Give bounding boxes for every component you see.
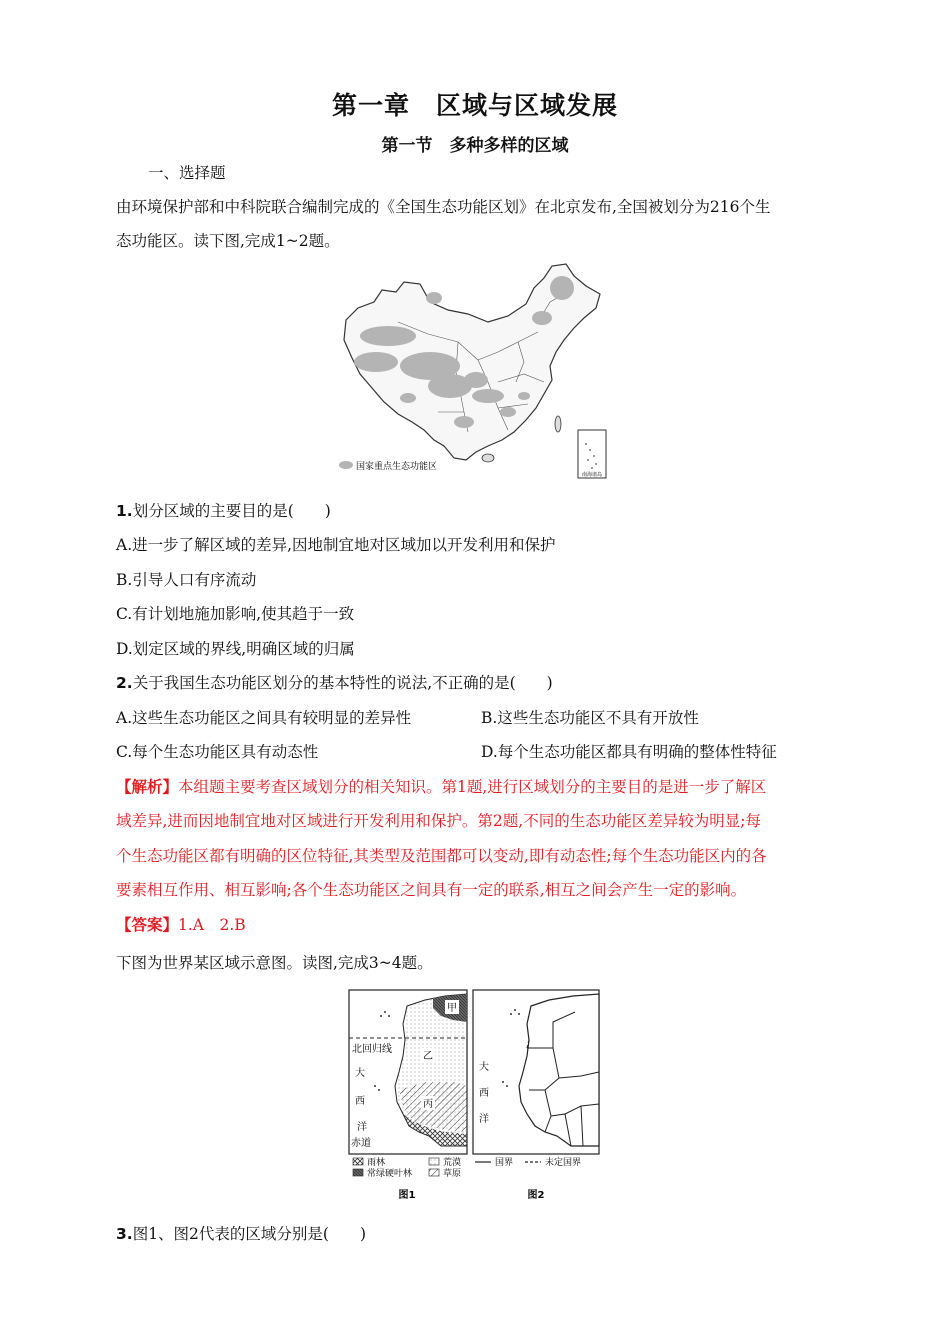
question-1-option-c: C.有计划地施加影响,使其趋于一致: [116, 605, 355, 623]
label-jia: 甲: [447, 1003, 457, 1014]
legend-evergreen: 常绿硬叶林: [367, 1169, 413, 1179]
analysis-line-1: [116, 776, 766, 798]
fig1-caption: 图1: [398, 1190, 416, 1201]
question-1-option-b: B.引导人口有序流动: [116, 571, 257, 589]
label-xi-2: 西: [479, 1088, 489, 1099]
question-1-number: 1.: [116, 502, 133, 520]
label-bing: 丙: [423, 1099, 433, 1110]
question-2-option-a: A.这些生态功能区之间具有较明显的差异性: [116, 709, 412, 727]
question-3-number: 3.: [116, 1225, 133, 1243]
inset-label: 南海诸岛: [581, 472, 603, 478]
question-1-option-a: A.进一步了解区域的差异,因地制宜地对区域加以开发利用和保护: [116, 536, 556, 554]
label-xi-1: 西: [355, 1096, 365, 1107]
fig2-caption: 图2: [527, 1190, 545, 1201]
question-1-text: 划分区域的主要目的是( ): [132, 502, 331, 520]
label-da-1: 大: [355, 1068, 365, 1079]
legend-desert: 荒漠: [443, 1158, 462, 1168]
question-2-option-c: C.每个生态功能区具有动态性: [116, 743, 319, 761]
question-3-stem: [116, 1223, 366, 1245]
question-1-option-d: D.划定区域的界线,明确区域的归属: [116, 640, 355, 658]
answer-tag: 【答案】: [116, 915, 179, 934]
legend-undefined-border: 未定国界: [545, 1158, 582, 1168]
legend-grassland: 草原: [443, 1169, 462, 1179]
label-yi: 乙: [423, 1051, 433, 1062]
analysis-text-1: 本组题主要考查区域划分的相关知识。第1题,进行区域划分的主要目的是进一步了解区: [178, 778, 767, 796]
label-yang-1: 洋: [357, 1122, 367, 1133]
question-1-stem: [116, 500, 331, 522]
legend-border: 国界: [495, 1158, 514, 1168]
section-subtitle: 第一节 多种多样的区域: [381, 136, 569, 156]
analysis-line-4: 要素相互作用、相互影响;各个生态功能区之间具有一定的联系,相互之间会产生一定的影响。: [116, 881, 747, 899]
west-africa-figures: [345, 986, 603, 1204]
intro-2: 下图为世界某区域示意图。读图,完成3~4题。: [116, 954, 433, 972]
map1-legend-label: 国家重点生态功能区: [356, 462, 438, 472]
analysis-line-3: 个生态功能区都有明确的区位特征,其类型及范围都可以变动,即有动态性;每个生态功能区内的各: [116, 847, 767, 865]
intro-line-2: 态功能区。读下图,完成1~2题。: [116, 232, 340, 250]
question-2-stem: [116, 672, 553, 694]
question-2-text: 关于我国生态功能区划分的基本特性的说法,不正确的是( ): [132, 674, 553, 692]
question-2-number: 2.: [116, 674, 133, 692]
china-ecological-zones-map: [338, 262, 610, 484]
question-type-heading: 一、选择题: [148, 164, 226, 182]
label-yang-2: 洋: [479, 1114, 489, 1125]
question-2-option-d: D.每个生态功能区都具有明确的整体性特征: [481, 743, 777, 761]
label-da-2: 大: [479, 1062, 489, 1073]
question-2-option-b: B.这些生态功能区不具有开放性: [481, 709, 699, 727]
intro-line-1: 由环境保护部和中科院联合编制完成的《全国生态功能区划》在北京发布,全国被划分为216个生: [116, 198, 771, 216]
label-equator: 赤道: [351, 1138, 371, 1149]
answer-text: 1.A 2.B: [178, 916, 246, 934]
label-tropic: 北回归线: [352, 1044, 392, 1055]
analysis-tag: 【解析】: [116, 777, 179, 796]
page-title: 第一章 区域与区域发展: [331, 91, 618, 120]
question-3-text: 图1、图2代表的区域分别是( ): [132, 1225, 367, 1243]
legend-rainforest: 雨林: [367, 1158, 386, 1168]
answer-line: [116, 914, 246, 936]
legend-swatch: [339, 461, 353, 469]
analysis-line-2: 域差异,进而因地制宜地对区域进行开发利用和保护。第2题,不同的生态功能区差异较为明显;每: [116, 812, 761, 830]
